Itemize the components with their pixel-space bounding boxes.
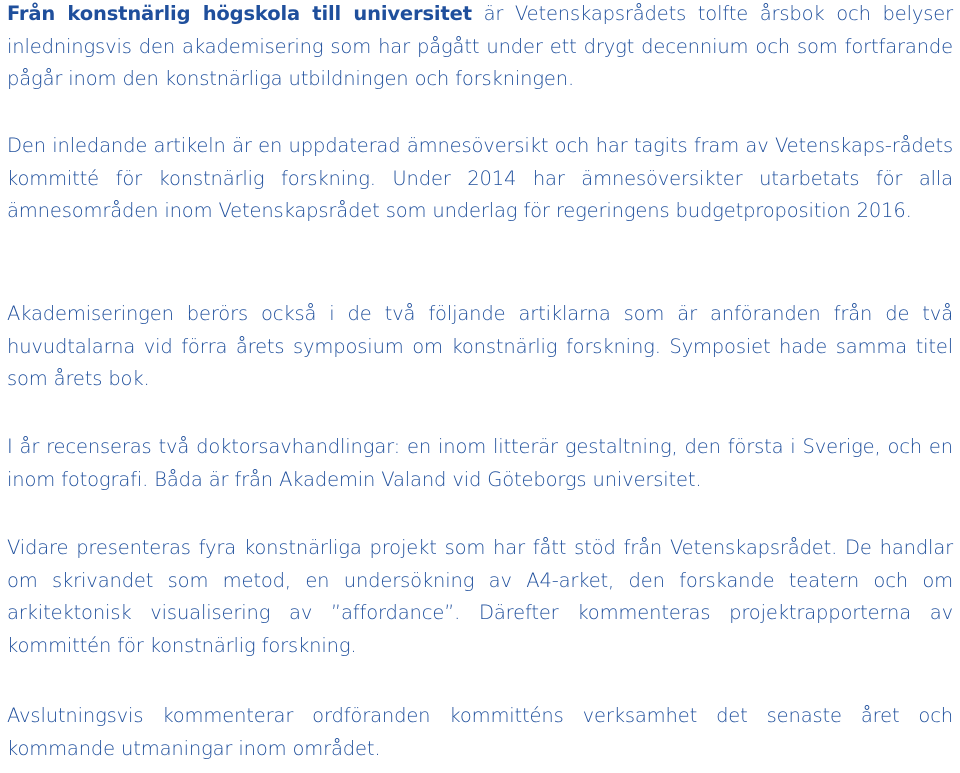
paragraph-closing: Avslutningsvis kommenterar ordföranden kommitténs verksamhet det senaste året och kommande utmaningar inom området. [7, 704, 953, 760]
book-title: Från konstnärlig högskola till universitet [7, 2, 472, 25]
paragraph-reviews: I år recenseras två doktorsavhandlingar: en inom litterär gestaltning, den första i Sverige, och en inom fotografi. Båda är från Akademin Valand vid Göteborgs universitet. [7, 435, 953, 491]
paragraph-academization: Akademiseringen berörs också i de två följande artiklarna som är anföranden från de två huvudtalarna vid förra årets symposium om konstnärlig forskning. Symposiet hade samma titel som årets bok. [7, 302, 953, 391]
paragraph-intro [7, 0, 953, 96]
paragraph-projects: Vidare presenteras fyra konstnärliga projekt som har fått stöd från Vetenskapsrådet. De handlar om skrivandet som metod, en undersökning av A4-arket, den forskande teatern och om arkitektonisk visualisering av ”affordance”. Därefter kommenteras projektrapporterna av kommittén för konstnärlig forskning. [7, 536, 953, 657]
paragraph-intro-text: är Vetenskapsrådets tolfte årsbok och belyser inledningsvis den akademisering som har pågått under ett drygt decennium och som fortfarande pågår inom den konstnärliga utbildningen och forskningen. [7, 2, 953, 91]
paragraph-overview: Den inledande artikeln är en uppdaterad ämnesöversikt och har tagits fram av Vetenskaps-rådets kommitté för konstnärlig forskning. Under 2014 har ämnesöversikter utarbetats för alla ämnesområden inom Vetenskapsrådet som underlag för regeringens budgetproposition 2016. [7, 134, 953, 223]
